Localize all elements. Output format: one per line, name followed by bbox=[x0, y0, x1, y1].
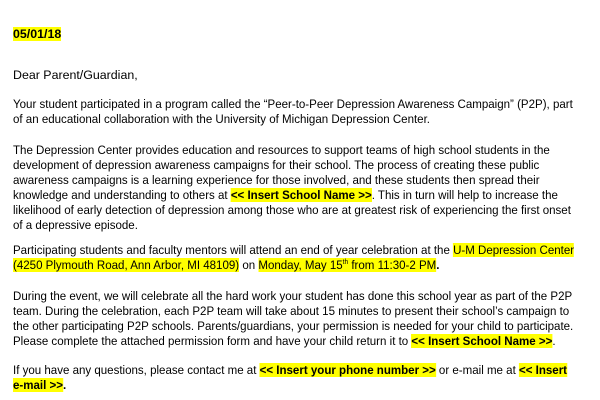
letter-date: 05/01/18 bbox=[13, 27, 62, 41]
para5-line2 bbox=[13, 378, 66, 393]
para4-line4-post: . bbox=[552, 334, 556, 348]
para3-line1 bbox=[13, 243, 574, 258]
event-datetime bbox=[258, 258, 436, 272]
para4-line1: During the event, we will celebrate all the hard work your student has done this school year as part of the P2P bbox=[13, 289, 573, 303]
para4-line4 bbox=[13, 334, 556, 349]
para3-line2-mid: on bbox=[239, 258, 259, 272]
para2-line4 bbox=[13, 188, 558, 203]
school-name-placeholder: << Insert School Name >> bbox=[230, 188, 372, 202]
para5-line1 bbox=[13, 363, 567, 378]
para1-line2: of an educational collaboration with the University of Michigan Depression Center. bbox=[13, 112, 430, 126]
para2-line1: The Depression Center provides education and resources to support teams of high school students in the bbox=[13, 143, 550, 157]
event-date: Monday, May 15 bbox=[258, 258, 343, 272]
event-location: U-M Depression Center bbox=[453, 243, 575, 257]
para2-line5: likelihood of early detection of depression among those who are at greatest risk of experiencing the first onset bbox=[13, 203, 571, 217]
para4-line4-pre: Please complete the attached permission form and have your child return it to bbox=[13, 334, 412, 348]
para1-line1: Your student participated in a program called the “Peer-to-Peer Depression Awareness Campaign” (P2P), part bbox=[13, 97, 573, 111]
para4-line3: the other participating P2P schools. Parents/guardians, your permission is needed for your child to participate. bbox=[13, 319, 574, 333]
event-address: (4250 Plymouth Road, Ann Arbor, MI 48109) bbox=[13, 258, 240, 272]
school-name-placeholder-2: << Insert School Name >> bbox=[411, 334, 553, 348]
para4-line2: team. During the celebration, each P2P team will take about 15 minutes to present their school’s campaign to bbox=[13, 304, 570, 318]
para3-line2 bbox=[13, 258, 440, 273]
para3-end: . bbox=[436, 258, 440, 272]
email-placeholder-part1: << Insert bbox=[518, 363, 568, 377]
letter-date-line bbox=[13, 27, 61, 42]
event-date-suffix: th bbox=[342, 258, 349, 266]
para2-line3: awareness campaigns is a learning experience for those involved, and these students then spread their bbox=[13, 173, 540, 187]
para5-end: . bbox=[62, 378, 67, 392]
phone-placeholder: << Insert your phone number >> bbox=[259, 363, 436, 377]
para2-line2: development of depression awareness campaigns for their school. The process of creating these public bbox=[13, 158, 540, 172]
para5-line1-pre: If you have any questions, please contact me at bbox=[13, 363, 260, 377]
greeting: Dear Parent/Guardian, bbox=[13, 68, 138, 82]
para2-line4-post: . This in turn will help to increase the bbox=[371, 188, 558, 202]
para2-line6: of a depressive episode. bbox=[13, 218, 138, 232]
event-time: from 11:30-2 PM bbox=[348, 258, 437, 272]
para2-line4-pre: knowledge and understanding to others at bbox=[13, 188, 231, 202]
para3-line1-pre: Participating students and faculty mentors will attend an end of year celebration at the bbox=[13, 243, 454, 257]
email-placeholder-part2: e-mail >> bbox=[13, 378, 63, 392]
para5-line1-mid: or e-mail me at bbox=[435, 363, 519, 377]
